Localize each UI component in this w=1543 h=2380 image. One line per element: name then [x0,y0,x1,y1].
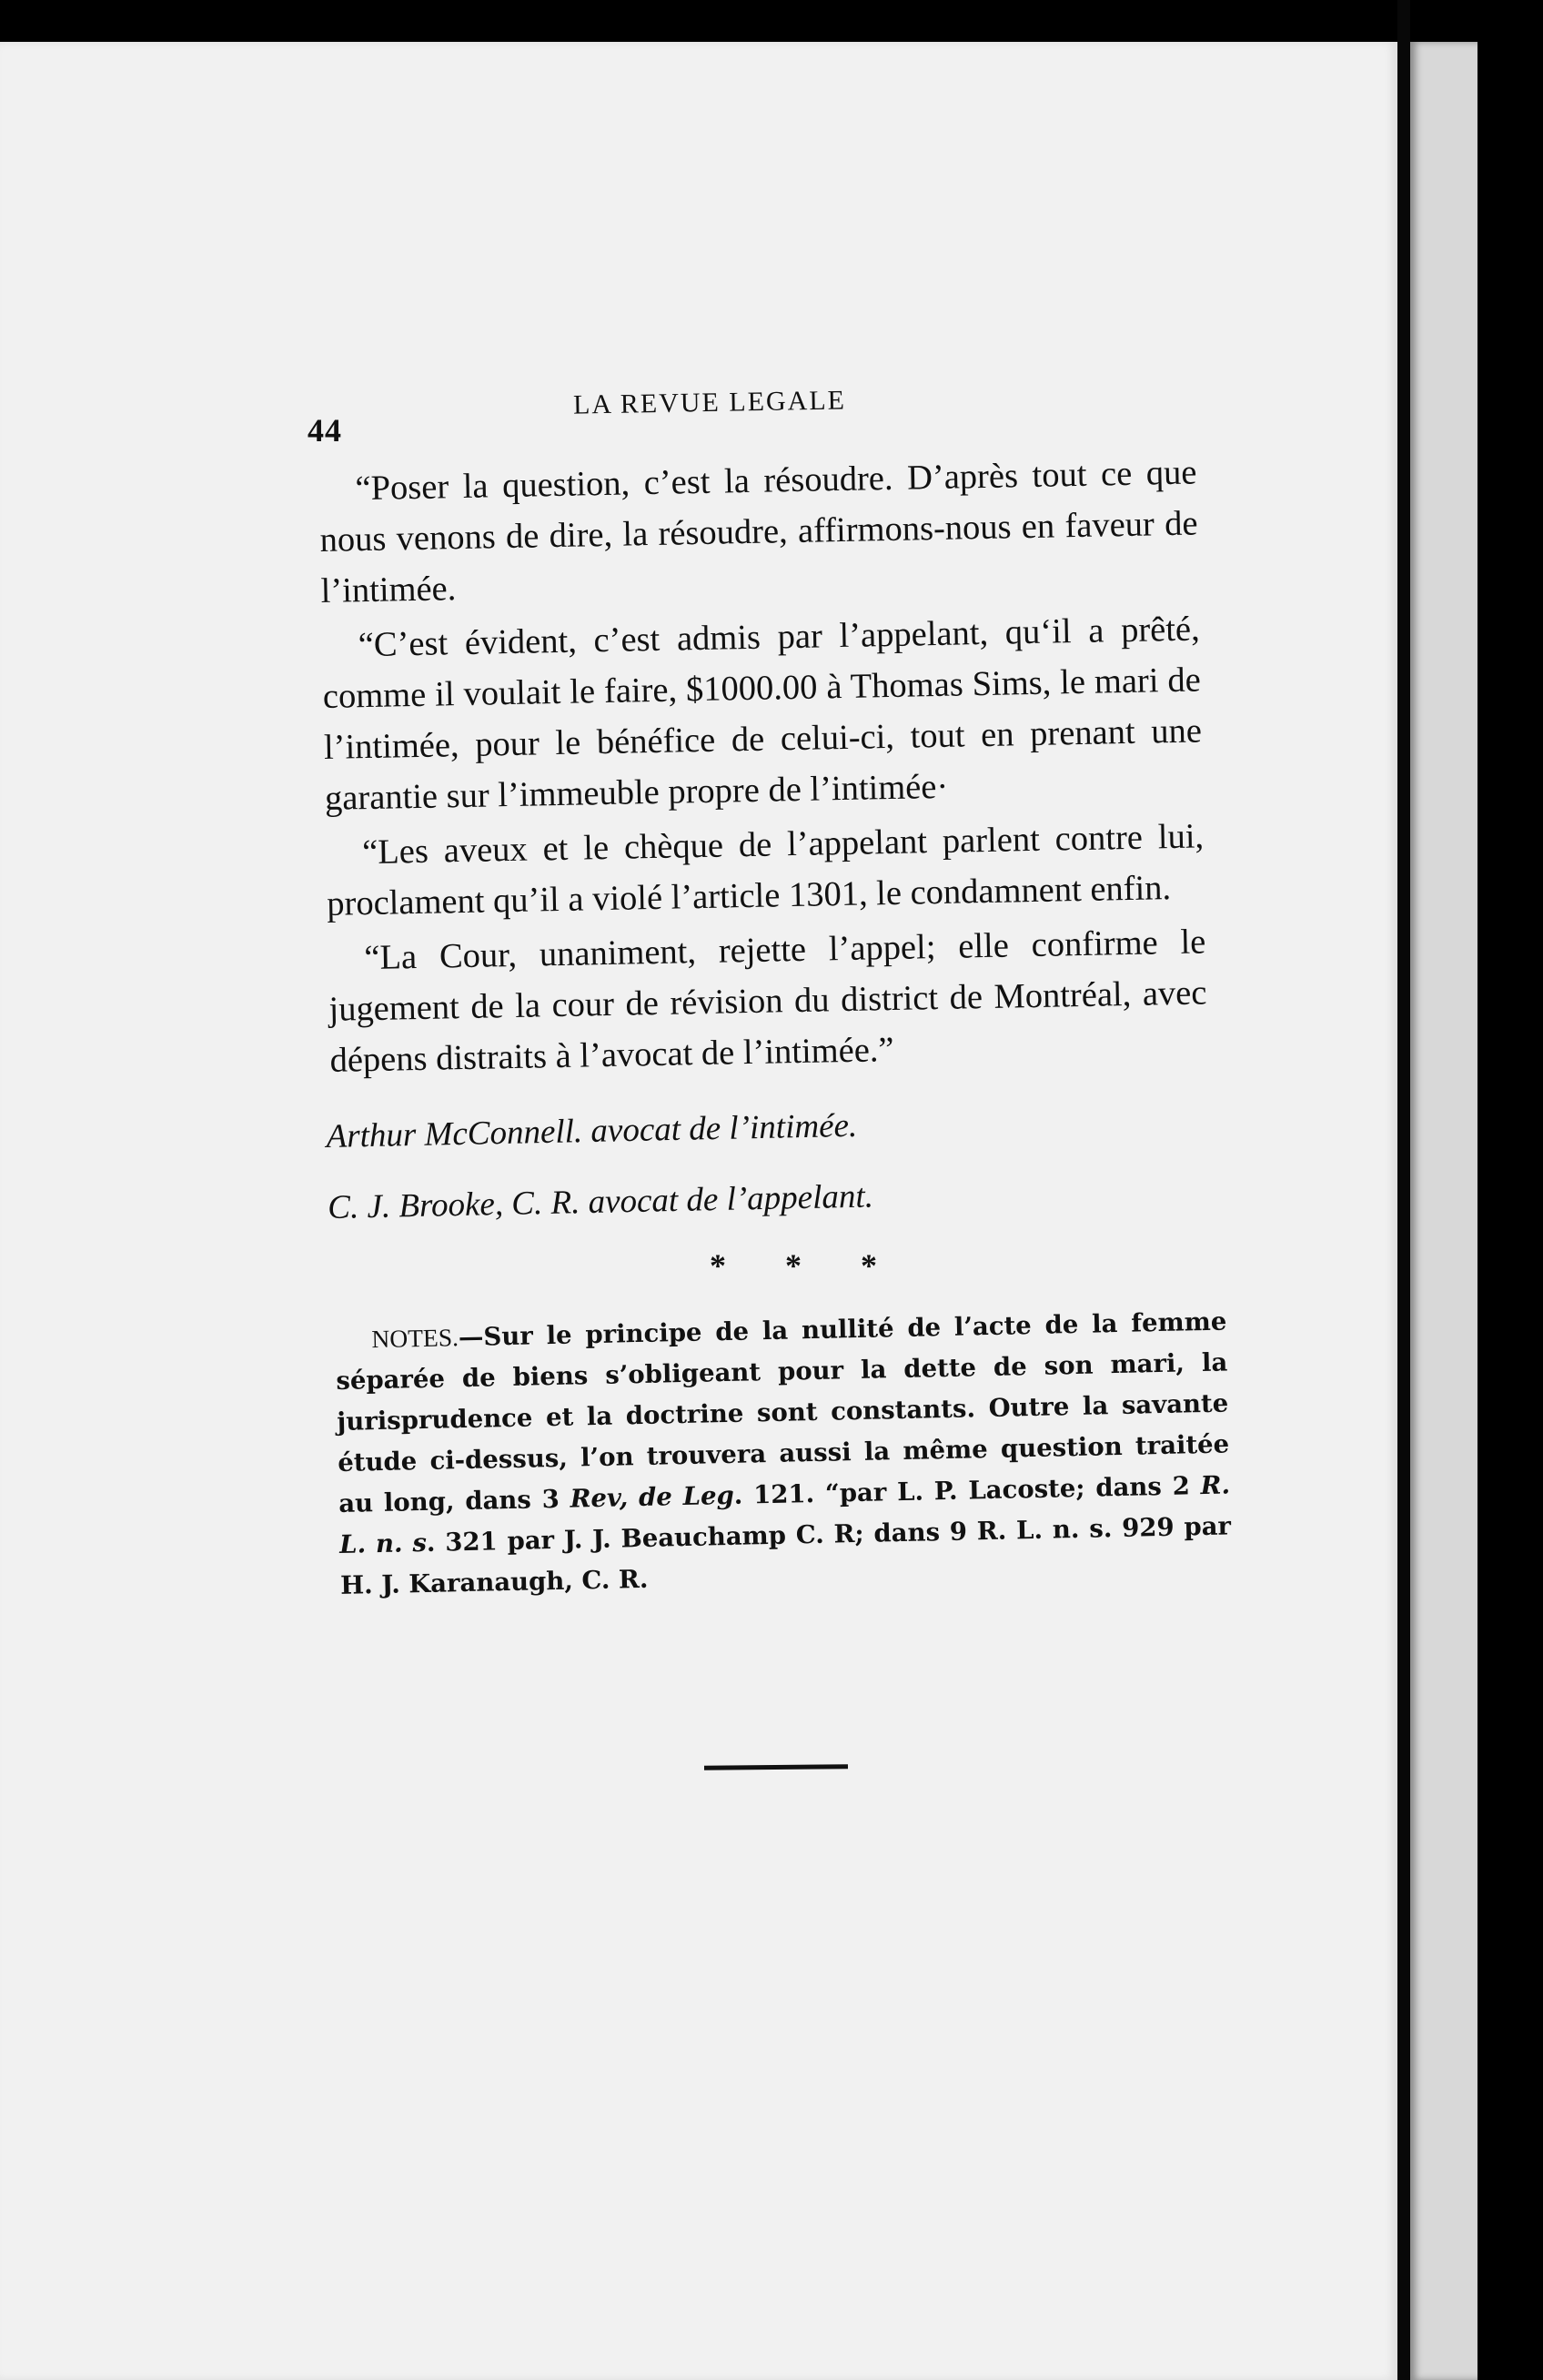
paragraph: “C’est évident, c’est admis par l’appelant, qu‘il a prêté, comme il voulait le faire, $1000.00 à Thomas Sims, le mari de l’intimée, pour le bénéfice de celui-ci, tout en prenant une garantie sur l’immeuble propre de l’intimée· [322,610,1203,818]
counsel-respondent: Arthur McConnell. avocat de l’intimée. [326,1106,858,1155]
notes-text: . 321 par J. J. Beauchamp C. R; dans 9 R. L. n. s. 929 par H. J. Karanaugh, C. R. [339,1511,1232,1600]
notes-text: . 121. “par L. P. Lacoste; dans 2 [733,1471,1201,1510]
counsel-appellant: C. J. Brooke, C. R. avocat de l’appelant. [327,1177,874,1226]
citation-reference: Rev, de Leg [570,1480,735,1514]
page-number: 44 [308,412,342,449]
paragraph: “Les aveux et le chèque de l’appelant parlent contre lui, proclament qu’il a violé l’article 1301, le condamnent enfin. [326,817,1205,923]
paragraph: “La Cour, unaniment, rejette l’appel; elle confirme le jugement de la cour de révision du district de Montréal, avec dépens distraits à l’avocat de l’intimée.” [328,923,1207,1080]
scan-border [1477,0,1543,2380]
paragraph: “Poser la question, c’est la résoudre. D’après tout ce que nous venons de dire, la résoudre, affirmons-nous en faveur de l’intimée. [319,453,1198,610]
citation-reference: R. L. n. s [338,1470,1231,1559]
notes-label: NOTES. [371,1323,459,1354]
notes-block [335,1300,1232,1606]
running-head [300,385,1119,449]
journal-title: LA REVUE LEGALE [572,385,847,420]
notes-text: —Sur le principe de la nullité de l’acte de la femme séparée de biens s’obligeant pour la dette de son mari, la jurisprudence et la doctrine sont constants. Outre la savante étude ci-dessus, l’on trouvera aussi la même question traitée au long, dans 3 [336,1306,1230,1518]
counsel-signatures [326,1091,1147,1250]
section-separator: * * * [710,1247,903,1284]
adjacent-page-edge [1410,42,1477,2380]
page-gutter [1397,0,1410,2380]
body-text [318,447,1208,1089]
notes-paragraph [335,1300,1232,1606]
